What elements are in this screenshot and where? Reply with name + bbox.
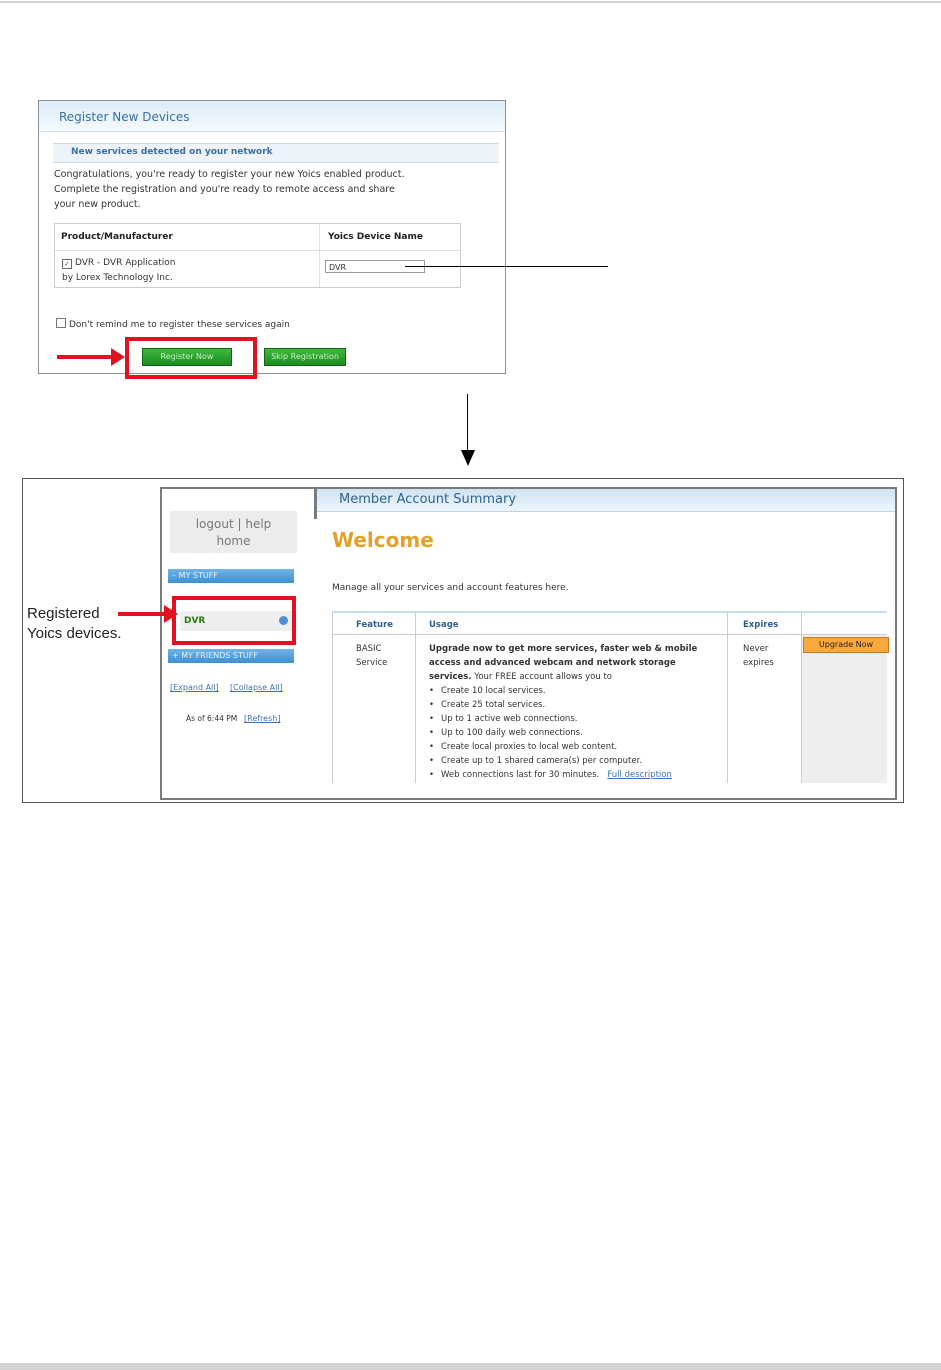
expand-all-link[interactable]: [Expand All] xyxy=(170,683,219,692)
product-name: DVR - DVR Application xyxy=(75,258,176,268)
table-divider xyxy=(319,224,320,287)
register-title: Register New Devices xyxy=(59,110,190,124)
expires-value: Never xyxy=(743,644,769,654)
services-detected-bar xyxy=(53,143,499,163)
table-header-rule xyxy=(55,250,460,251)
account-header xyxy=(315,489,895,512)
refresh-link[interactable]: [Refresh] xyxy=(244,714,281,723)
product-manufacturer: by Lorex Technology Inc. xyxy=(62,273,173,283)
usage-cell xyxy=(429,642,719,782)
remind-option xyxy=(56,318,290,330)
nav-separator: | xyxy=(237,517,242,531)
list-item: • Create 10 local services. xyxy=(429,684,719,698)
logout-link[interactable]: logout xyxy=(195,517,234,531)
header-rule xyxy=(332,634,887,635)
expires-value-2: expires xyxy=(743,658,774,668)
col-border xyxy=(332,613,333,783)
callout-line-2: Yoics devices. xyxy=(27,625,122,642)
dvr-arrow-shaft xyxy=(118,612,166,616)
registered-devices-callout xyxy=(27,604,122,644)
feature-table xyxy=(332,611,887,783)
list-item: • Create up to 1 shared camera(s) per computer. xyxy=(429,754,719,768)
device-table xyxy=(54,223,461,288)
register-arrow-head xyxy=(111,348,125,366)
col-feature-header: Feature xyxy=(356,620,394,630)
list-item: • Create 25 total services. xyxy=(429,698,719,712)
welcome-heading: Welcome xyxy=(332,528,434,552)
account-title: Member Account Summary xyxy=(339,492,517,507)
account-nav-box xyxy=(170,511,297,553)
as-of-time: As of 6:44 PM xyxy=(186,714,238,723)
register-intro-text: Congratulations, you're ready to register your new Yoics enabled product. Complete the registration and you're ready to remote access and share your new product. xyxy=(54,169,405,210)
callout-line-1: Registered xyxy=(27,605,100,622)
top-rule xyxy=(0,1,941,3)
feature-type: Service xyxy=(356,658,388,668)
usage-free-text: Your FREE account allows you to xyxy=(474,672,612,682)
flow-arrow-head xyxy=(461,450,475,466)
register-arrow-shaft xyxy=(57,355,113,359)
my-stuff-bar[interactable]: – MY STUFF xyxy=(168,569,294,583)
register-now-button[interactable]: Register Now xyxy=(142,348,232,366)
home-link[interactable]: home xyxy=(216,534,251,548)
col-product-header: Product/Manufacturer xyxy=(61,232,173,242)
col-border xyxy=(415,613,416,783)
collapse-all-link[interactable]: [Collapse All] xyxy=(230,683,283,692)
feature-cell xyxy=(356,642,387,670)
col-border xyxy=(727,613,728,783)
dvr-highlight-box xyxy=(172,596,296,645)
remind-checkbox[interactable] xyxy=(56,318,66,328)
usage-upgrade-text: Upgrade now to get more services, faster web & mobile access and advanced webcam and network storage services. xyxy=(429,644,698,682)
remind-label: Don't remind me to register these services again xyxy=(69,320,290,330)
action-column-bg xyxy=(802,635,887,783)
list-item: • Create local proxies to local web content. xyxy=(429,740,719,754)
list-item: • Up to 100 daily web connections. xyxy=(429,726,719,740)
skip-registration-button[interactable]: Skip Registration xyxy=(264,348,346,366)
register-devices-panel xyxy=(38,100,506,374)
col-expires-header: Expires xyxy=(743,620,779,630)
product-cell xyxy=(62,256,175,286)
register-header xyxy=(39,101,505,132)
dvr-device-label: DVR xyxy=(184,616,206,626)
expires-cell xyxy=(743,642,774,670)
product-checkbox[interactable]: ✓ xyxy=(62,259,72,269)
list-item-last xyxy=(429,768,719,782)
flow-arrow-shaft xyxy=(467,394,468,452)
dvr-arrow-head xyxy=(164,605,178,623)
bottom-rule xyxy=(0,1363,941,1370)
feature-name: BASIC xyxy=(356,644,382,654)
device-name-input[interactable]: DVR xyxy=(325,260,425,273)
help-link[interactable]: help xyxy=(245,517,272,531)
col-device-name-header: Yoics Device Name xyxy=(328,232,423,242)
col-usage-header: Usage xyxy=(429,620,459,630)
list-item-text: Web connections last for 30 minutes. xyxy=(441,770,600,780)
list-item: • Up to 1 active web connections. xyxy=(429,712,719,726)
usage-list xyxy=(429,684,719,782)
register-highlight-box xyxy=(125,337,257,379)
upgrade-now-button[interactable]: Upgrade Now xyxy=(803,637,889,653)
my-friends-stuff-bar[interactable]: + MY FRIENDS STUFF xyxy=(168,649,294,663)
device-name-callout-line xyxy=(405,266,608,267)
full-description-link[interactable]: Full description xyxy=(607,770,672,780)
header-divider xyxy=(314,489,317,519)
manage-text: Manage all your services and account features here. xyxy=(332,583,569,593)
services-detected-label: New services detected on your network xyxy=(71,147,273,157)
